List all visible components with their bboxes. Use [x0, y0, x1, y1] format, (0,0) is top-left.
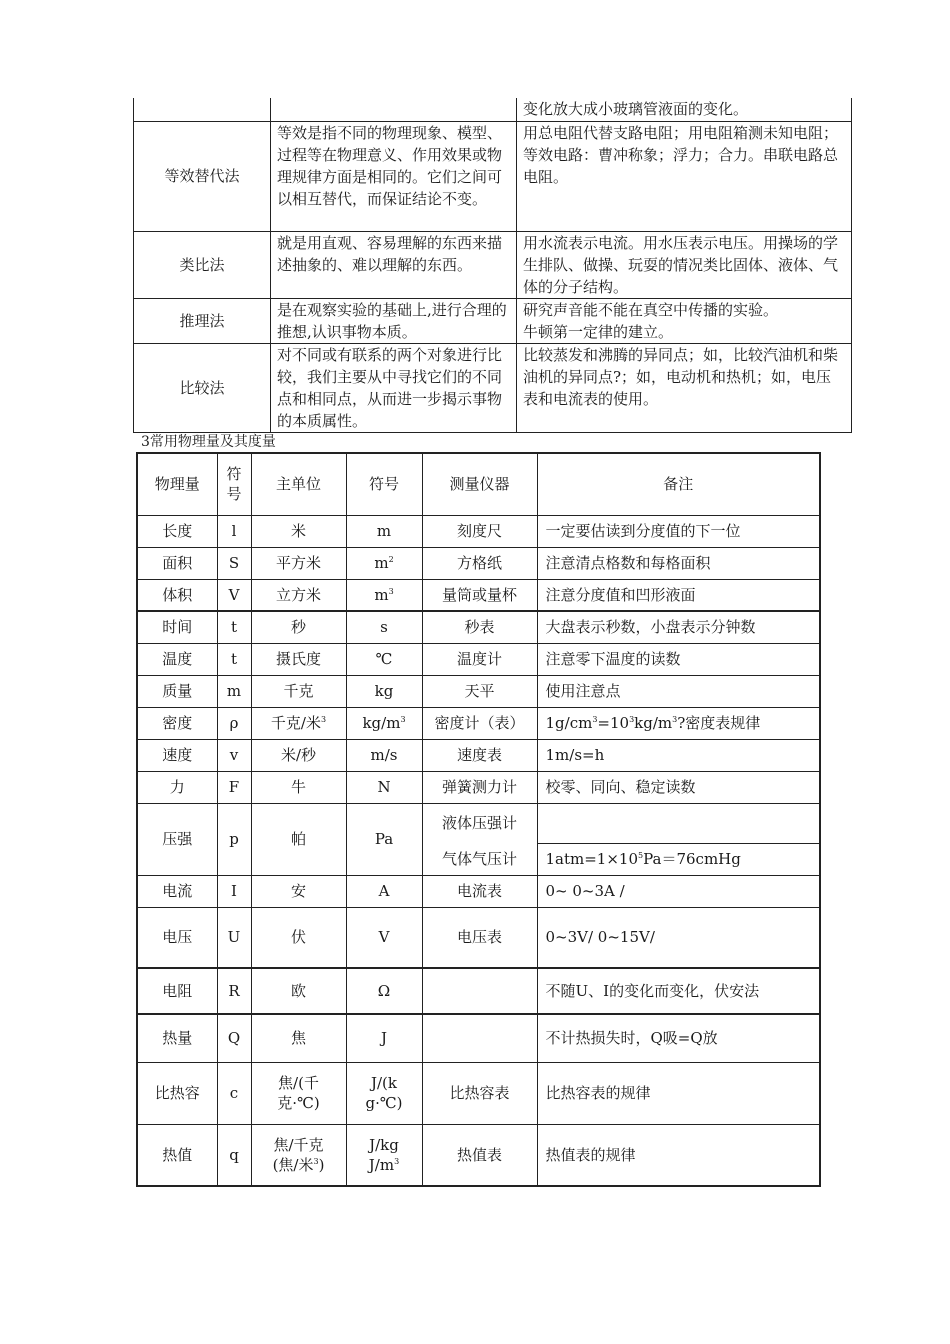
table-row: [137, 968, 820, 1014]
table-row: [137, 1062, 820, 1124]
unit-symbol-cell: Ω: [346, 968, 422, 1014]
table-row: [134, 298, 852, 343]
table-row: [137, 739, 820, 771]
note-cell: [537, 803, 820, 843]
table-row: [134, 231, 852, 298]
unit-symbol-cell: ℃: [346, 643, 422, 675]
unit-symbol-cell: A: [346, 875, 422, 907]
header-unit: 主单位: [251, 453, 346, 515]
quantity-cell: 热值: [137, 1124, 217, 1186]
quantity-cell: 电压: [137, 907, 217, 968]
method-description: 是在观察实验的基础上,进行合理的推想,认识事物本质。: [271, 298, 517, 343]
symbol-cell: R: [217, 968, 251, 1014]
symbol-cell: U: [217, 907, 251, 968]
symbol-cell: ρ: [217, 707, 251, 739]
instrument-cell: 速度表: [422, 739, 537, 771]
note-cell: 注意分度值和凹形液面: [537, 579, 820, 611]
method-name: 比较法: [134, 343, 271, 432]
note-cell: 1m/s=h: [537, 739, 820, 771]
table-row: [134, 121, 852, 231]
unit-cell: 千克: [251, 675, 346, 707]
header-symbol: 符号: [217, 453, 251, 515]
quantity-cell: 力: [137, 771, 217, 803]
note-cell: $1atm=1\times 10^5Pa=76cmHg$: [537, 843, 820, 875]
symbol-cell: m: [217, 675, 251, 707]
note-cell: 校零、同向、稳定读数: [537, 771, 820, 803]
quantity-cell: 速度: [137, 739, 217, 771]
method-description: 就是用直观、容易理解的东西来描述抽象的、难以理解的东西。: [271, 231, 517, 298]
note-cell: 注意清点格数和每格面积: [537, 547, 820, 579]
method-description: 对不同或有联系的两个对象进行比较，我们主要从中寻找它们的不同点和相同点，从而进一步揭示事物的本质属性。: [271, 343, 517, 432]
quantity-cell: 温度: [137, 643, 217, 675]
symbol-cell: l: [217, 515, 251, 547]
quantities-table: [136, 452, 821, 1187]
table-row: [137, 611, 820, 643]
unit-cell: 焦/千克 (焦/米$^3$): [251, 1124, 346, 1186]
symbol-cell: Q: [217, 1014, 251, 1062]
instrument-cell: 比热容表: [422, 1062, 537, 1124]
note-cell: 一定要估读到分度值的下一位: [537, 515, 820, 547]
instrument-cell: 温度计: [422, 643, 537, 675]
method-name: 推理法: [134, 298, 271, 343]
symbol-cell: t: [217, 643, 251, 675]
quantity-cell: 压强: [137, 803, 217, 875]
header-unit-symbol: 符号: [346, 453, 422, 515]
note-cell: 不计热损失时，Q吸=Q放: [537, 1014, 820, 1062]
table-row: [137, 907, 820, 968]
unit-cell: 欧: [251, 968, 346, 1014]
unit-cell: 千克/米$^3$: [251, 707, 346, 739]
method-example-line: 牛顿第一定律的建立。: [523, 322, 674, 341]
table-row: [137, 547, 820, 579]
header-note: 备注: [537, 453, 820, 515]
header-instrument: 测量仪器: [422, 453, 537, 515]
instrument-cell: 电流表: [422, 875, 537, 907]
instrument-cell: 热值表: [422, 1124, 537, 1186]
symbol-cell: F: [217, 771, 251, 803]
unit-cell: 帕: [251, 803, 346, 875]
symbol-cell: q: [217, 1124, 251, 1186]
unit-cell: 焦/(千 克·℃): [251, 1062, 346, 1124]
method-name: 等效替代法: [134, 121, 271, 231]
instrument-cell: [422, 1014, 537, 1062]
symbol-cell: t: [217, 611, 251, 643]
note-cell: 热值表的规律: [537, 1124, 820, 1186]
table-row: [137, 579, 820, 611]
unit-cell: 米/秒: [251, 739, 346, 771]
unit-cell: 焦: [251, 1014, 346, 1062]
note-cell: 0~ 0~3A /: [537, 875, 820, 907]
instrument-cell: 天平: [422, 675, 537, 707]
quantity-cell: 电阻: [137, 968, 217, 1014]
unit-cell: 秒: [251, 611, 346, 643]
method-example: 用水流表示电流。用水压表示电压。用操场的学生排队、做操、玩耍的情况类比固体、液体、气体的分子结构。: [517, 231, 852, 298]
unit-symbol-cell: $m^3$: [346, 579, 422, 611]
unit-symbol-cell: J: [346, 1014, 422, 1062]
unit-cell: 安: [251, 875, 346, 907]
instrument-cell: 密度计（表）: [422, 707, 537, 739]
unit-symbol-cell: m: [346, 515, 422, 547]
table-row: [137, 675, 820, 707]
quantity-cell: 长度: [137, 515, 217, 547]
unit-symbol-cell: V: [346, 907, 422, 968]
unit-symbol-cell: m/s: [346, 739, 422, 771]
unit-symbol-cell: Pa: [346, 803, 422, 875]
unit-cell: 伏: [251, 907, 346, 968]
table-row: [134, 343, 852, 432]
unit-cell: 平方米: [251, 547, 346, 579]
instrument-cell: 液体压强计: [422, 803, 537, 843]
table-row: [137, 771, 820, 803]
method-example: 变化放大成小玻璃管液面的变化。: [517, 98, 852, 121]
note-cell: $1g/cm^3=10^3kg/m^3$?密度表规律: [537, 707, 820, 739]
unit-symbol-cell: $m^2$: [346, 547, 422, 579]
header-quantity: 物理量: [137, 453, 217, 515]
symbol-cell: V: [217, 579, 251, 611]
note-cell: 不随U、I的变化而变化，伏安法: [537, 968, 820, 1014]
instrument-cell: 电压表: [422, 907, 537, 968]
method-example: 比较蒸发和沸腾的异同点；如，比较汽油机和柴油机的异同点?；如，电动机和热机；如，电压表和电流表的使用。: [517, 343, 852, 432]
symbol-cell: p: [217, 803, 251, 875]
unit-cell: 牛: [251, 771, 346, 803]
method-example: 用总电阻代替支路电阻；用电阻箱测未知电阻；等效电路：曹冲称象；浮力；合力。串联电路总电阻。: [517, 121, 852, 231]
method-description: [271, 98, 517, 121]
quantity-cell: 密度: [137, 707, 217, 739]
table-row: [137, 1124, 820, 1186]
quantity-cell: 体积: [137, 579, 217, 611]
table-row: [137, 875, 820, 907]
quantity-cell: 质量: [137, 675, 217, 707]
unit-symbol-cell: kg: [346, 675, 422, 707]
methods-table: [133, 98, 852, 433]
unit-symbol-cell: N: [346, 771, 422, 803]
quantity-cell: 电流: [137, 875, 217, 907]
note-cell: 比热容表的规律: [537, 1062, 820, 1124]
header-row: [137, 453, 820, 515]
unit-symbol-cell: $kg/m^3$: [346, 707, 422, 739]
note-cell: 大盘表示秒数，小盘表示分钟数: [537, 611, 820, 643]
unit-cell: 立方米: [251, 579, 346, 611]
quantity-cell: 时间: [137, 611, 217, 643]
unit-symbol-cell: s: [346, 611, 422, 643]
quantity-cell: 比热容: [137, 1062, 217, 1124]
method-example-line: 研究声音能不能在真空中传播的实验。: [523, 300, 779, 319]
instrument-cell: [422, 968, 537, 1014]
instrument-cell: 弹簧测力计: [422, 771, 537, 803]
table-row: [137, 1014, 820, 1062]
note-cell: 0~3V/ 0~15V/: [537, 907, 820, 968]
note-cell: 注意零下温度的读数: [537, 643, 820, 675]
table-row: [137, 707, 820, 739]
quantity-cell: 热量: [137, 1014, 217, 1062]
method-description: 等效是指不同的物理现象、模型、过程等在物理意义、作用效果或物理规律方面是相同的。它们之间可以相互替代，而保证结论不变。: [271, 121, 517, 231]
symbol-cell: S: [217, 547, 251, 579]
table-row: [134, 98, 852, 121]
instrument-cell: 刻度尺: [422, 515, 537, 547]
unit-symbol-cell: J/(k g·℃): [346, 1062, 422, 1124]
unit-cell: 摄氏度: [251, 643, 346, 675]
instrument-cell: 秒表: [422, 611, 537, 643]
method-name: 类比法: [134, 231, 271, 298]
method-name: [134, 98, 271, 121]
method-example: [517, 298, 852, 343]
instrument-cell: 方格纸: [422, 547, 537, 579]
instrument-cell: 气体气压计: [422, 843, 537, 875]
note-cell: 使用注意点: [537, 675, 820, 707]
symbol-cell: I: [217, 875, 251, 907]
symbol-cell: v: [217, 739, 251, 771]
table-row: [137, 515, 820, 547]
unit-cell: 米: [251, 515, 346, 547]
instrument-cell: 量筒或量杯: [422, 579, 537, 611]
section-title: 3常用物理量及其度量: [141, 434, 276, 450]
symbol-cell: c: [217, 1062, 251, 1124]
table-row: [137, 643, 820, 675]
quantity-cell: 面积: [137, 547, 217, 579]
unit-symbol-cell: J/kg $J/m^3$: [346, 1124, 422, 1186]
table-row: [137, 803, 820, 843]
